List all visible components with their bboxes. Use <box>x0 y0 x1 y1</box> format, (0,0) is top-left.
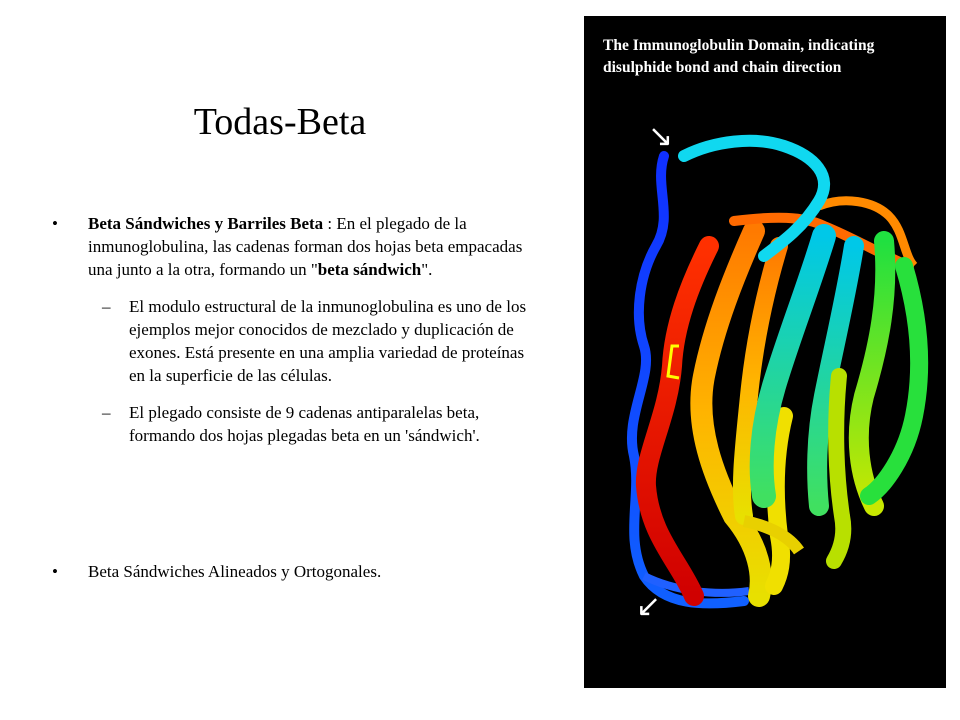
sub-bullet-text: El plegado consiste de 9 cadenas antiparalelas beta, formando dos hojas plegadas beta en un 'sándwich'. <box>129 403 480 445</box>
figure-caption <box>603 35 933 79</box>
bullet-dot: • <box>52 214 58 233</box>
slide-title: Todas-Beta <box>193 101 367 143</box>
chain-direction-bottom-arrow-icon: ↙ <box>636 589 662 624</box>
sub-bullet-dash: – <box>102 297 111 316</box>
bullet-bold-label: Beta Sándwiches y Barriles Beta <box>88 214 324 233</box>
figure-caption-line1: The Immunoglobulin Domain, indicating <box>603 37 875 54</box>
sub-bullet-dash: – <box>102 403 111 422</box>
bullet-beta-sandwiches <box>52 212 542 281</box>
bullet-bold-term: beta sándwich <box>317 260 422 279</box>
protein-ribbon-diagram <box>584 16 946 688</box>
bullet-dot: • <box>52 562 58 581</box>
sub-bullet-structural-module <box>52 295 542 387</box>
bullet-text: Beta Sándwiches Alineados y Ortogonales. <box>88 562 382 581</box>
chain-direction-top-arrow-icon: ↘ <box>648 119 674 154</box>
ribbon-strand-blue <box>632 156 744 603</box>
bullet-text-b: ". <box>421 260 433 279</box>
bullet-text-a: : En el plegado de la inmunoglobulina, las cadenas forman dos hojas beta empacadas una junto a la otra, formando un " <box>88 214 523 279</box>
bullet-aligned-orthogonal <box>52 560 578 583</box>
ribbon-strand-yellow <box>774 416 784 586</box>
ribbon-strand-yellowgreen <box>834 376 843 561</box>
slide-content <box>52 212 542 447</box>
immunoglobulin-domain-figure <box>584 16 946 688</box>
sub-bullet-fold-description <box>52 401 542 447</box>
ribbon-strand-green <box>859 241 886 506</box>
figure-caption-line2: disulphide bond and chain direction <box>603 59 842 76</box>
sub-bullet-text: El modulo estructural de la inmunoglobulina es uno de los ejemplos mejor conocidos de mezclado y duplicación de exones. Está presente en una amplia variedad de proteínas en la superficie de las células. <box>129 297 527 385</box>
